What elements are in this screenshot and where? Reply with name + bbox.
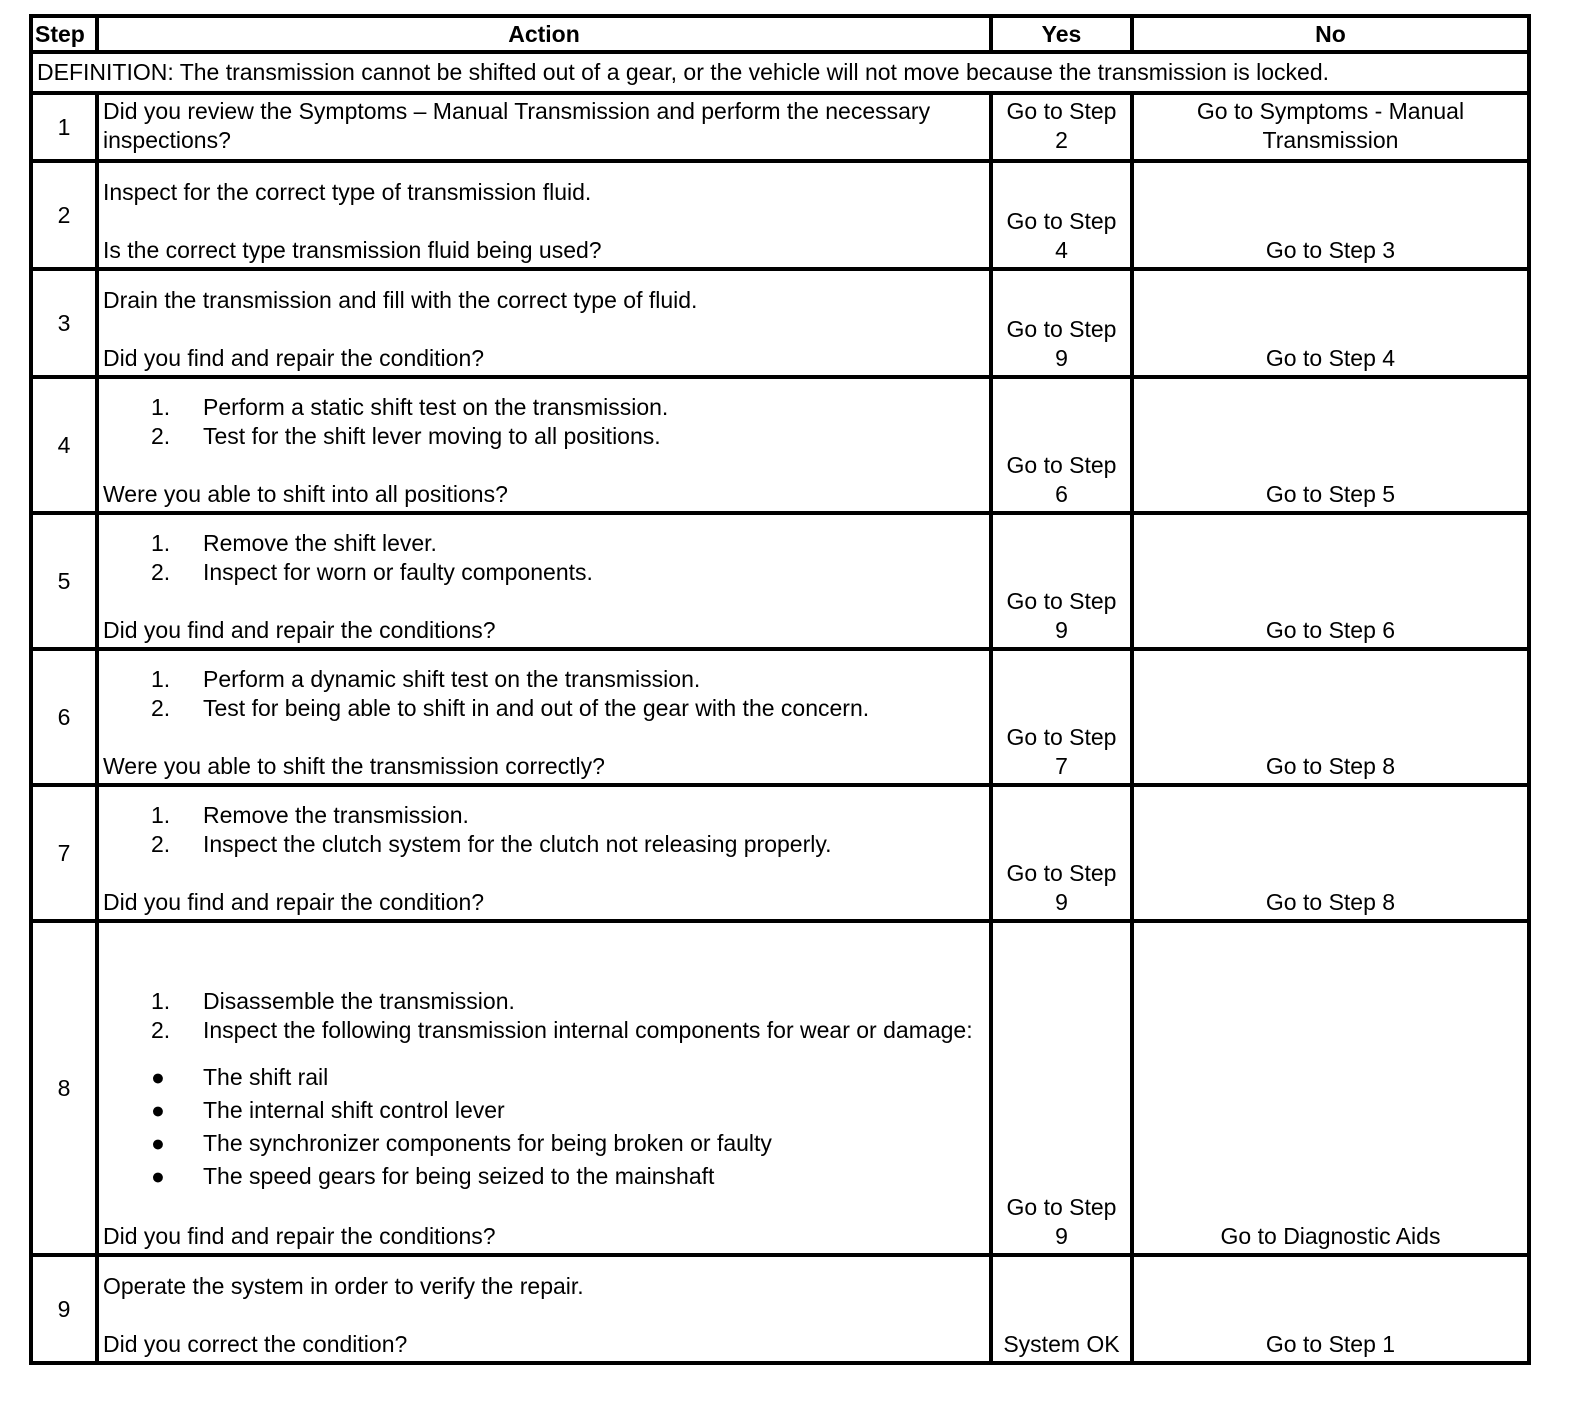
step-number: 7 bbox=[31, 785, 97, 921]
yes-cell: System OK bbox=[991, 1255, 1132, 1363]
bullet-icon: ● bbox=[151, 1163, 165, 1189]
yes-cell bbox=[991, 269, 1132, 377]
yes-step-number: 7 bbox=[1055, 753, 1068, 779]
numbered-item: 1. Perform a dynamic shift test on the transmission. bbox=[151, 666, 701, 692]
yes-cell bbox=[991, 161, 1132, 269]
numbered-item: 2. Inspect the clutch system for the clutch not releasing properly. bbox=[151, 831, 832, 857]
action-question: Did you find and repair the condition? bbox=[103, 889, 485, 915]
yes-step-number: 4 bbox=[1055, 237, 1068, 263]
numbered-item: 1. Disassemble the transmission. bbox=[151, 988, 515, 1014]
diagnostic-table bbox=[29, 14, 1531, 1365]
numbered-item: 2. Inspect the following transmission internal components for wear or damage: bbox=[151, 1017, 973, 1043]
action-cell bbox=[97, 1255, 991, 1363]
step-number: 6 bbox=[31, 649, 97, 785]
header-step: Step bbox=[31, 16, 97, 52]
no-cell: Go to Symptoms - Manual Transmission bbox=[1132, 93, 1529, 161]
no-cell: Go to Step 4 bbox=[1132, 269, 1529, 377]
no-cell: Go to Step 8 bbox=[1132, 649, 1529, 785]
action-instruction: Inspect for the correct type of transmission fluid. bbox=[103, 179, 592, 205]
step-row-4 bbox=[31, 377, 1529, 513]
yes-label: Go to Step bbox=[1006, 316, 1117, 342]
bullet-item: ● The speed gears for being seized to the mainshaft bbox=[103, 1160, 985, 1193]
numbered-item: 1. Remove the transmission. bbox=[151, 802, 469, 828]
step-row-3 bbox=[31, 269, 1529, 377]
bullet-icon: ● bbox=[151, 1130, 165, 1156]
action-cell bbox=[97, 649, 991, 785]
action-cell bbox=[97, 377, 991, 513]
numbered-item: 2. Test for being able to shift in and out of the gear with the concern. bbox=[151, 695, 870, 721]
yes-step-number: 9 bbox=[1055, 889, 1068, 915]
numbered-item: 1. Remove the shift lever. bbox=[151, 530, 437, 556]
numbered-item: 2. Test for the shift lever moving to all positions. bbox=[151, 423, 661, 449]
yes-cell: Go to Step 2 bbox=[991, 93, 1132, 161]
no-cell: Go to Step 3 bbox=[1132, 161, 1529, 269]
no-cell: Go to Step 6 bbox=[1132, 513, 1529, 649]
no-cell: Go to Step 1 bbox=[1132, 1255, 1529, 1363]
bullet-item: ● The shift rail bbox=[103, 1061, 985, 1094]
step-row-8 bbox=[31, 921, 1529, 1255]
action-cell bbox=[97, 93, 991, 161]
step-number: 5 bbox=[31, 513, 97, 649]
yes-cell bbox=[991, 377, 1132, 513]
no-cell: Go to Diagnostic Aids bbox=[1132, 921, 1529, 1255]
yes-cell bbox=[991, 785, 1132, 921]
header-action: Action bbox=[97, 16, 991, 52]
action-question: Did you find and repair the conditions? bbox=[103, 617, 496, 643]
yes-label: Go to Step bbox=[1006, 860, 1117, 886]
step-row-1 bbox=[31, 93, 1529, 161]
yes-label: Go to Step bbox=[1006, 724, 1117, 750]
step-number: 3 bbox=[31, 269, 97, 377]
step-number: 9 bbox=[31, 1255, 97, 1363]
numbered-item: 2. Inspect for worn or faulty components. bbox=[151, 559, 593, 585]
no-cell: Go to Step 5 bbox=[1132, 377, 1529, 513]
action-question: Did you review the Symptoms – Manual Transmission and perform the necessary inspections? bbox=[103, 98, 931, 153]
action-instruction: Drain the transmission and fill with the correct type of fluid. bbox=[103, 287, 698, 313]
numbered-item: 1. Perform a static shift test on the transmission. bbox=[151, 394, 669, 420]
action-cell bbox=[97, 921, 991, 1255]
action-question: Did you correct the condition? bbox=[103, 1331, 408, 1357]
yes-step-number: 9 bbox=[1055, 617, 1068, 643]
header-no: No bbox=[1132, 16, 1529, 52]
action-question: Is the correct type transmission fluid being used? bbox=[103, 237, 602, 263]
step-row-7 bbox=[31, 785, 1529, 921]
step-row-9 bbox=[31, 1255, 1529, 1363]
action-question: Were you able to shift the transmission correctly? bbox=[103, 753, 605, 779]
yes-label: Go to Step bbox=[1006, 208, 1117, 234]
yes-step-number: 9 bbox=[1055, 1223, 1068, 1249]
bullet-icon: ● bbox=[151, 1064, 165, 1090]
bullet-item: ● The internal shift control lever bbox=[103, 1094, 985, 1127]
action-question: Did you find and repair the condition? bbox=[103, 345, 485, 371]
bullet-list bbox=[103, 1045, 985, 1193]
action-cell bbox=[97, 513, 991, 649]
step-number: 4 bbox=[31, 377, 97, 513]
step-row-6 bbox=[31, 649, 1529, 785]
no-cell: Go to Step 8 bbox=[1132, 785, 1529, 921]
bullet-icon: ● bbox=[151, 1097, 165, 1123]
header-yes: Yes bbox=[991, 16, 1132, 52]
yes-label: Go to Step bbox=[1006, 452, 1117, 478]
yes-step-number: 9 bbox=[1055, 345, 1068, 371]
step-number: 8 bbox=[31, 921, 97, 1255]
definition-row bbox=[31, 52, 1529, 93]
action-instruction: Operate the system in order to verify the repair. bbox=[103, 1273, 584, 1299]
yes-step-number: 6 bbox=[1055, 481, 1068, 507]
action-cell bbox=[97, 269, 991, 377]
yes-cell bbox=[991, 649, 1132, 785]
step-number: 2 bbox=[31, 161, 97, 269]
header-row bbox=[31, 16, 1529, 52]
step-row-2 bbox=[31, 161, 1529, 269]
yes-cell bbox=[991, 513, 1132, 649]
yes-label: Go to Step bbox=[1006, 1194, 1117, 1220]
action-question: Were you able to shift into all positions? bbox=[103, 481, 508, 507]
step-row-5 bbox=[31, 513, 1529, 649]
action-cell bbox=[97, 785, 991, 921]
definition-text: DEFINITION: The transmission cannot be shifted out of a gear, or the vehicle will not move because the transmission is locked. bbox=[31, 52, 1529, 93]
action-question: Did you find and repair the conditions? bbox=[103, 1223, 496, 1249]
action-cell bbox=[97, 161, 991, 269]
step-number: 1 bbox=[31, 93, 97, 161]
yes-cell bbox=[991, 921, 1132, 1255]
bullet-item: ● The synchronizer components for being broken or faulty bbox=[103, 1127, 985, 1160]
yes-label: Go to Step bbox=[1006, 588, 1117, 614]
